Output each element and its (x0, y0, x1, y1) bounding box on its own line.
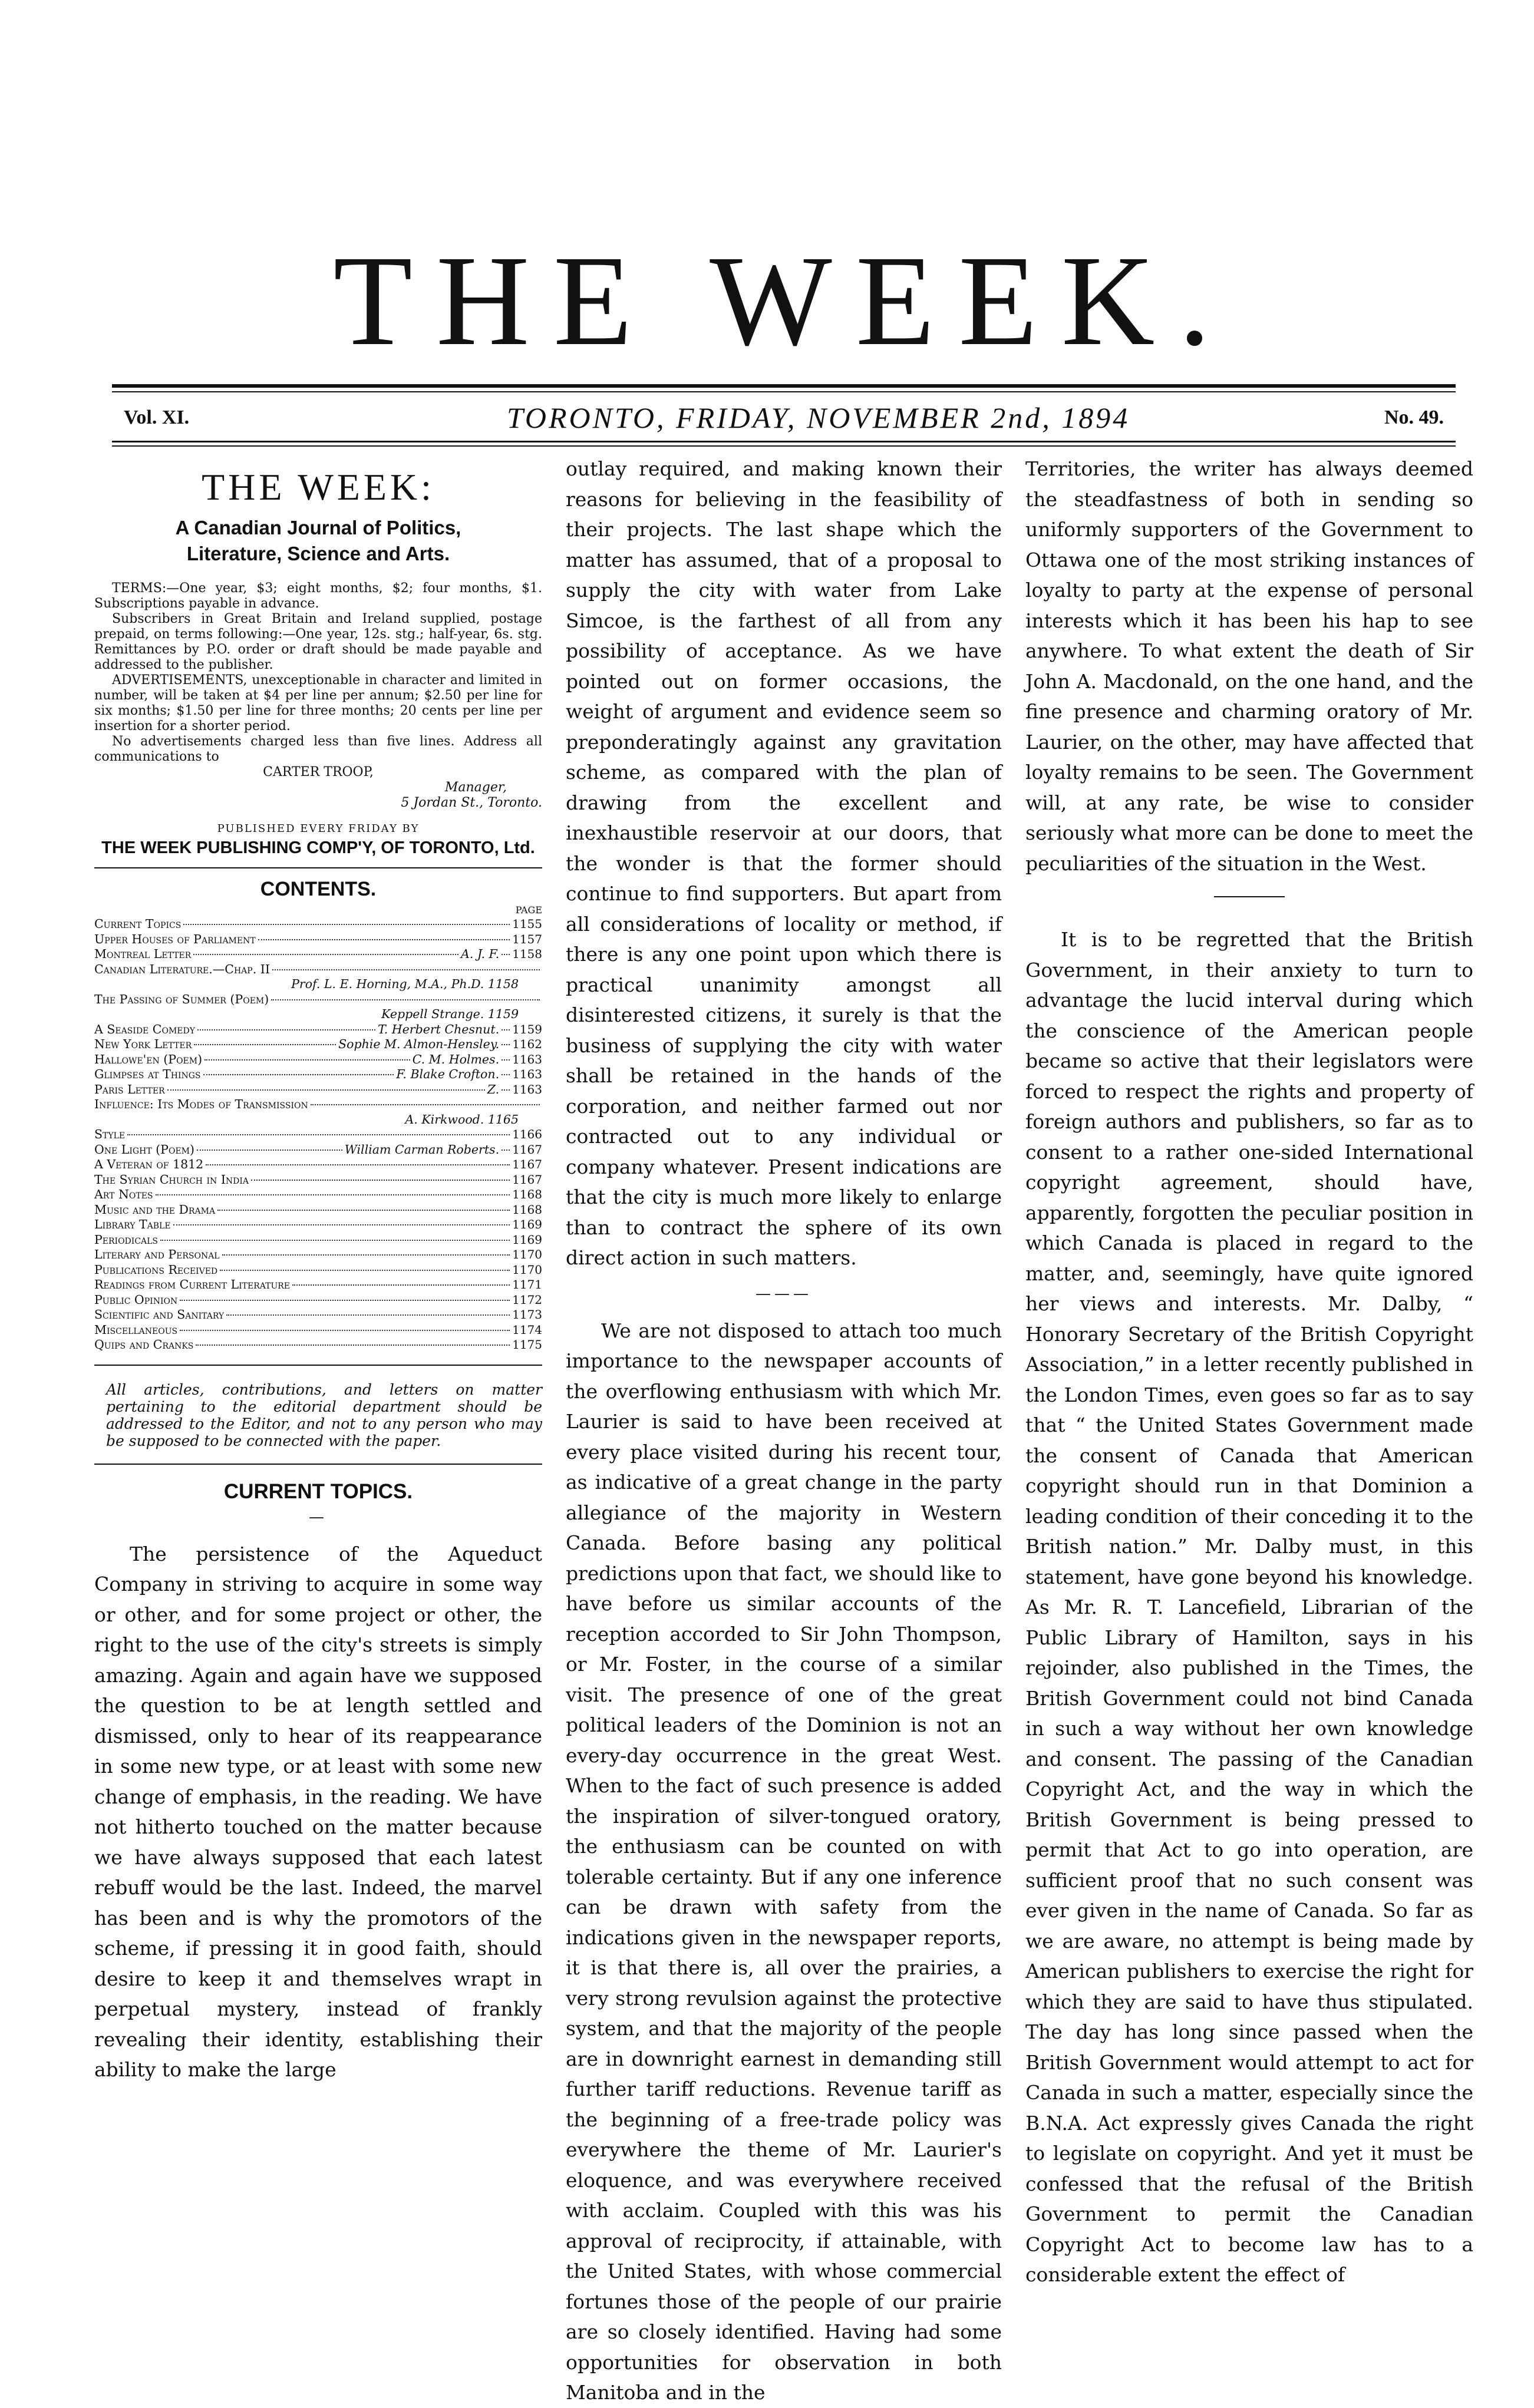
dateline-rule-1 (112, 441, 1456, 442)
journal-subtitle-line-1: A Canadian Journal of Politics, (175, 517, 461, 539)
contents-entry-title: Hallowe'en (Poem) (94, 1052, 203, 1066)
contents-entry-page: 1157 (512, 932, 542, 946)
contents-entry-title: A Seaside Comedy (94, 1022, 195, 1036)
contents-entry-title: Current Topics (94, 917, 182, 931)
journal-title: THE WEEK: (202, 466, 435, 508)
contents-entry-title: The Passing of Summer (Poem) (94, 992, 269, 1006)
leader-dots (167, 1089, 485, 1091)
current-topics-heading: CURRENT TOPICS. (223, 1479, 413, 1503)
masthead-title: THE WEEK. (333, 229, 1235, 372)
contents-entry (94, 1172, 542, 1188)
contents-entry-author: Sophie M. Almon-Hensley. (338, 1037, 500, 1051)
contents-entry-page: 1163 (512, 1052, 542, 1066)
journal-subtitle-line-2: Literature, Science and Arts. (186, 543, 450, 564)
contents-entry-title: The Syrian Church in India (94, 1172, 249, 1187)
contents-entry-page: 1174 (512, 1322, 542, 1337)
contents-entry-continuation: Prof. L. E. Horning, M.A., Ph.D. 1158 (291, 977, 519, 991)
contents-entry (94, 1142, 542, 1158)
contents-entry-page: 1166 (512, 1127, 542, 1141)
heading-dash: — (309, 1508, 328, 1526)
journal-subtitle (94, 515, 542, 567)
contents-entry (94, 1323, 542, 1338)
contents-entry-page: 1169 (512, 1232, 542, 1247)
contents-entry-title: Canadian Literature.—Chap. II (94, 962, 270, 976)
contents-entry-page: 1159 (512, 1022, 542, 1036)
contents-entry (94, 1097, 542, 1112)
article-paragraph: It is to be regretted that the British Government, in their anxiety to turn to advantage the lucid interval during which the conscience of the American people became so active that their legislators were forced to respect the rights and property of foreign authors and publishers, so far as to consent to a rather one-sided International copyright agreement, should have, apparently, forgotten the peculiar position in which Canada is placed in regard to the matter, and, seemingly, have quite ignored her views and interests. Mr. Dalby, “ Honorary Secretary of the British Copyright Association,” in a letter recently published in the London Times, even goes so far as to say that “ the United States Government made the consent of Canada that American copyright should run in that Dominion a leading condition of their conceding it to the British nation.” Mr. Dalby must, in this statement, have gone beyond his knowledge. As Mr. R. T. Lancefield, Librarian of the Public Library of Hamilton, says in his rejoinder, also published in the Times, the British Government could not bind Canada in such a way without her own knowledge and consent. The passing of the Canadian Copyright Act, and the way in which the British Government is being pressed to permit that Act to go into operation, are sufficient proof that no such consent was ever given in the name of Canada. So far as we are aware, no attempt is being made by American publishers to exercise the right for which they are said to have thus stipulated. The day has long since passed when the British Government would attempt to act for Canada in such a matter, especially since the B.N.A. Act expressly gives Canada the right to legislate on copyright. And yet it must be confessed that the refusal of the British Government to permit the Canadian Copyright Act to become law has to a considerable extent the effect of (1025, 928, 1473, 2286)
column-left (94, 454, 542, 2229)
leader-dots (196, 1345, 510, 1346)
contents-entry (94, 1307, 542, 1323)
contents-entry-author: F. Blake Crofton. (396, 1067, 500, 1081)
contents-entry-page: 1167 (512, 1142, 542, 1157)
contents-entry (94, 947, 542, 962)
leader-dots (197, 1150, 342, 1151)
contents-entry-title: Library Table (94, 1217, 171, 1231)
contents-entry-page: 1171 (512, 1277, 542, 1291)
contents-entry-title: Glimpses at Things (94, 1067, 201, 1081)
top-rule-thin (112, 391, 1456, 392)
editorial-notice: All articles, contributions, and letters on matter pertaining to the editorial department should be addressed to the Editor, and not to any person who may be supposed to be connected with the paper. (106, 1380, 542, 1449)
contents-entry-title: Public Opinion (94, 1292, 178, 1307)
article-paragraph: Territories, the writer has always deemed the steadfastness of both in sending so uniformly supporters of the Government to Ottawa one of the most striking instances of loyalty to party at the expense of personal interests which it has been his hap to see anywhere. To what extent the death of Sir John A. Macdonald, on the one hand, and the fine presence and charming oratory of Mr. Laurier, on the other, may have affected that loyalty remains to be seen. The Government will, at any rate, be wise to consider seriously what more can be done to meet the peculiarities of the situation in the West. (1025, 457, 1473, 875)
advertisements-paragraph: ADVERTISEMENTS, unexceptionable in character and limited in number, will be taken at $4 per line per annum; $2.50 per line for six months; $1.50 per line for three months; 20 cents per line per insertion for a shorter period. (94, 673, 542, 734)
divider (94, 1464, 542, 1465)
contents-heading: CONTENTS. (260, 878, 377, 900)
contents-entry (94, 1082, 542, 1098)
contents-page-label: PAGE (515, 904, 542, 916)
contents-entry (94, 1127, 542, 1142)
top-rule-thick (112, 384, 1456, 388)
contents-entry-page: 1173 (512, 1307, 542, 1322)
leader-dots (292, 1284, 510, 1286)
no-ads-paragraph: No advertisements charged less than five lines. Address all communications to (94, 734, 542, 764)
leader-dots (173, 1224, 510, 1226)
contents-entry-author: C. M. Holmes. (412, 1052, 500, 1066)
publisher-address: 5 Jordan St., Toronto. (401, 795, 542, 810)
contents-entry (94, 1052, 542, 1068)
issue-date: TORONTO, FRIDAY, NOVEMBER 2nd, 1894 (507, 401, 1130, 434)
contents-entry-title: Style (94, 1127, 126, 1141)
contents-entry (94, 1022, 542, 1038)
divider (94, 1365, 542, 1366)
leader-dots (203, 1074, 394, 1075)
leader-dots (197, 1029, 375, 1030)
contents-entry-author: William Carman Roberts. (344, 1142, 500, 1157)
section-separator: ——— (756, 1284, 812, 1303)
contents-entry-author: A. J. F. (461, 947, 500, 961)
contents-entry-author: Z. (487, 1082, 500, 1096)
leader-dots (180, 1330, 510, 1331)
leader-dots (502, 1089, 510, 1091)
contents-entry-page: 1162 (512, 1037, 542, 1051)
contents-entry-page: 1155 (512, 917, 542, 931)
contents-entry (94, 1277, 542, 1293)
contents-entry (94, 1187, 542, 1203)
column-middle (566, 454, 1002, 2404)
divider (94, 867, 542, 868)
leader-dots (272, 969, 540, 970)
leader-dots (311, 1104, 540, 1105)
column-right (1025, 454, 1473, 2286)
dateline (118, 401, 1450, 436)
leader-dots (502, 1150, 510, 1151)
leader-dots (160, 1240, 510, 1241)
contents-entry-title: Publications Received (94, 1262, 218, 1277)
contents-entry-title: Music and the Drama (94, 1202, 216, 1217)
contents-entry (94, 1247, 542, 1263)
leader-dots (502, 1059, 510, 1061)
contents-entry (94, 932, 542, 947)
leader-dots (502, 1044, 510, 1045)
contents-entry-title: Quips and Cranks (94, 1337, 194, 1352)
contents-entry-page: 1158 (512, 947, 542, 961)
contents-entry-title: Influence: Its Modes of Transmission (94, 1097, 308, 1111)
manager-name: CARTER TROOP, (263, 765, 374, 779)
section-divider (1214, 896, 1285, 897)
contents-entry-title: A Veteran of 1812 (94, 1157, 204, 1171)
contents-entry-page: 1167 (512, 1172, 542, 1187)
leader-dots (127, 1134, 510, 1135)
contents-entry-page: 1167 (512, 1157, 542, 1171)
contents-entry (94, 1337, 542, 1353)
leader-dots (258, 939, 510, 940)
dateline-rule-2 (112, 445, 1456, 447)
contents-entry-title: Periodicals (94, 1232, 159, 1247)
terms-paragraph: TERMS:—One year, $3; eight months, $2; four months, $1. Subscriptions payable in advance. (94, 581, 542, 611)
contents-entry (94, 1157, 542, 1172)
leader-dots (251, 1180, 510, 1181)
leader-dots (502, 954, 510, 955)
manager-title: Manager, (444, 780, 507, 795)
contents-entry (94, 1203, 542, 1218)
contents-entry (94, 1067, 542, 1082)
contents-entry (94, 1217, 542, 1233)
contents-entry-title: Miscellaneous (94, 1322, 178, 1337)
contents-entry (94, 1233, 542, 1248)
leader-dots (222, 1254, 510, 1256)
contents-entry-title: Scientific and Sanitary (94, 1307, 225, 1322)
leader-dots (204, 1059, 410, 1061)
contents-entry (94, 1037, 542, 1052)
contents-entry-page: 1168 (512, 1187, 542, 1201)
contents-entry-title: New York Letter (94, 1037, 192, 1051)
leader-dots (502, 1074, 510, 1075)
contents-entry (94, 1293, 542, 1308)
leader-dots (220, 1270, 510, 1271)
contents-list (94, 917, 542, 1353)
article-paragraph: We are not disposed to attach too much importance to the newspaper accounts of the overflowing enthusiasm with which Mr. Laurier is said to have been received at every place visited during his recent tour, as indicative of a great change in the party allegiance of the majority in Western Canada. Before basing any political predictions upon that fact, we should like to have before us similar accounts of the reception accorded to Sir John Thompson, or Mr. Foster, in the course of a similar visit. The presence of one of the great political leaders of the Dominion is not an every-day occurrence in the great West. When to the fact of such presence is added the inspiration of silver-tongued oratory, the enthusiasm can be counted on with tolerable certainty. But if any one inference can be drawn with safety from the indications given in the newspaper reports, it is that there is, all over the prairies, a very strong revulsion against the protective system, and that the majority of the people are in downright earnest in demanding still further tariff reductions. Revenue tariff as the beginning of a free-trade policy was everywhere the theme of Mr. Laurier's eloquence, and was everywhere received with acclaim. Coupled with this was his approval of reciprocity, if attainable, with the United States, with whose commercial fortunes those of the people of our prairie are so closely identified. Having had some opportunities for observation in both Manitoba and in the (566, 1319, 1002, 2404)
leader-dots (183, 924, 510, 925)
contents-entry-title: Montreal Letter (94, 947, 192, 961)
contents-entry-page: 1169 (512, 1217, 542, 1231)
article-paragraph: outlay required, and making known their reasons for believing in the feasibility of their projects. The last shape which the matter has assumed, that of a proposal to supply the city with water from Lake Simcoe, is the farthest of all from any possibility of acceptance. As we have pointed out on former occasions, the weight of argument and evidence seem so preponderatingly against any gravitation scheme, as compared with the plan of drawing from the excellent and inexhaustible reservoir at our doors, that the wonder is that the former should continue to find supporters. But apart from all considerations of locality or method, if there is any one point upon which there is practical unanimity amongst all disinterested citizens, it surely is that the business of supplying the city with water shall be retained in the hands of the corporation, and neither farmed out nor contracted out to any individual or company whatever. Present indications are that the city is much more likely to enlarge than to contract the sphere of its own direct action in such matters. (566, 457, 1002, 1269)
subscribers-paragraph: Subscribers in Great Britain and Ireland supplied, postage prepaid, on terms following:—One year, 12s. stg.; half-year, 6s. stg. Remittances by P.O. order or draft should be made payable and addressed to the publisher. (94, 612, 542, 672)
published-by: PUBLISHED EVERY FRIDAY BY (217, 823, 420, 835)
leader-dots (226, 1314, 510, 1316)
contents-entry-page: 1170 (512, 1262, 542, 1277)
contents-entry-continuation: A. Kirkwood. 1165 (405, 1112, 519, 1127)
current-topics-paragraph: The persistence of the Aqueduct Company in striving to acquire in some way or other, and for some project or other, the right to the use of the city's streets is simply amazing. Again and again have we supposed the question to be at length settled and dismissed, only to hear of its reappearance in some new type, or at least with some new change of emphasis, in the reading. We have not hitherto touched on the matter because we have always supposed that each latest rebuff would be the last. Indeed, the marvel has been and is why the promotors of the scheme, if pressing it in good faith, should desire to keep it and themselves wrapt in perpetual mystery, instead of frankly revealing their identity, establishing their ability to make the large (94, 1542, 542, 2081)
leader-dots (180, 1300, 510, 1301)
contents-entry-title: Art Notes (94, 1187, 153, 1201)
leader-dots (193, 954, 458, 955)
publisher-name: THE WEEK PUBLISHING COMP'Y, OF TORONTO, Ltd. (101, 838, 535, 857)
contents-entry-title: Literary and Personal (94, 1247, 220, 1261)
contents-entry-page: 1163 (512, 1082, 542, 1096)
contents-entry-page: 1170 (512, 1247, 542, 1261)
contents-entry-page: 1163 (512, 1067, 542, 1081)
leader-dots (156, 1194, 510, 1195)
contents-entry-continuation: Keppell Strange. 1159 (381, 1007, 519, 1021)
contents-entry (94, 992, 542, 1008)
contents-entry-author: T. Herbert Chesnut. (378, 1022, 500, 1036)
contents-entry-title: Upper Houses of Parliament (94, 932, 256, 946)
contents-entry (94, 962, 542, 977)
contents-entry-page: 1172 (512, 1292, 542, 1307)
contents-entry-page: 1168 (512, 1202, 542, 1217)
leader-dots (206, 1164, 510, 1165)
contents-entry (94, 1263, 542, 1278)
volume-label: Vol. XI. (124, 407, 190, 428)
leader-dots (194, 1044, 336, 1045)
leader-dots (502, 1029, 510, 1030)
contents-entry-title: Readings from Current Literature (94, 1277, 291, 1291)
contents-entry-page: 1175 (512, 1337, 542, 1352)
leader-dots (271, 999, 540, 1000)
leader-dots (217, 1210, 510, 1211)
issue-number: No. 49. (1384, 407, 1444, 428)
contents-entry-title: Paris Letter (94, 1082, 165, 1096)
subscription-terms (94, 581, 542, 811)
contents-entry-title: One Light (Poem) (94, 1142, 195, 1157)
contents-entry (94, 917, 542, 932)
